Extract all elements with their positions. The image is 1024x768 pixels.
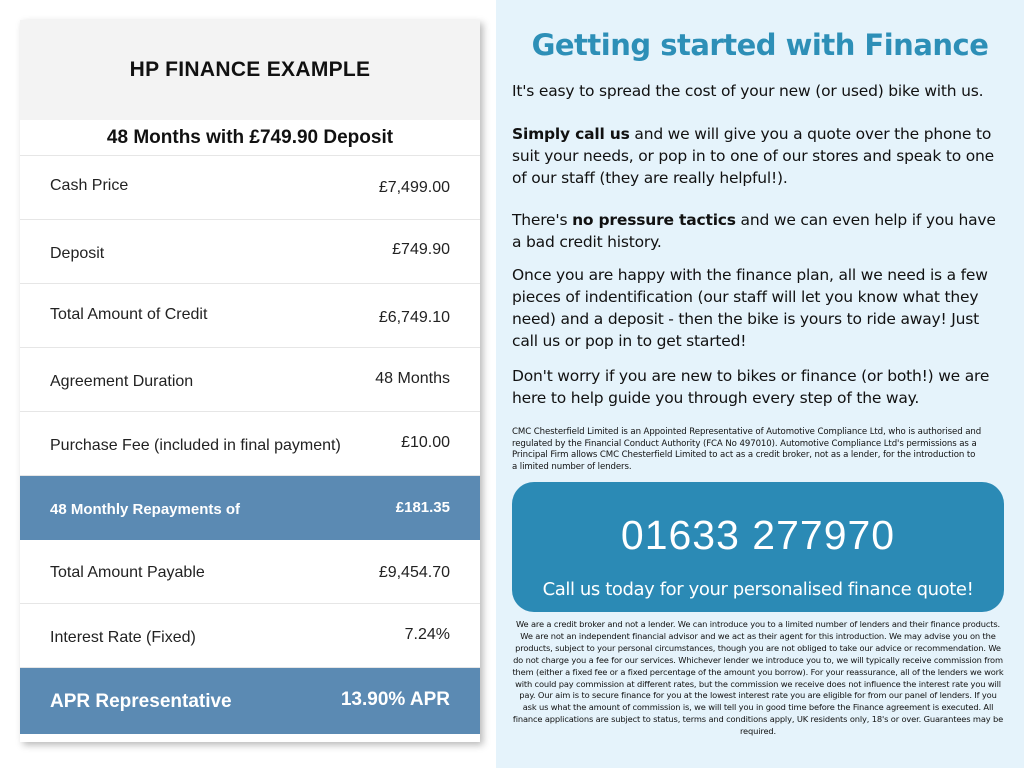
no-pressure-paragraph	[512, 209, 1008, 253]
table-row-interest-rate	[20, 604, 480, 668]
call-us-text: and we will give you a quote over the phone to suit your needs, or pop in to one of our stores and speak to one of our staff (they are really helpful!).	[512, 125, 994, 187]
row-label: Deposit	[50, 244, 105, 262]
broker-disclaimer: We are a credit broker and not a lender. We can introduce you to a limited number of lenders and their finance products. We are not an independent financial advisor and we act as their agent for this introduction. We may advise you on the products, subject to your personal circumstances, though you are not obliged to take our advice or recommendation. We do not charge you a fee for our services. Whichever lender we introduce you to, we will typically receive commission from them (either a fixed fee or a fixed percentage of the amount you borrow). For your reassurance, all of the lenders we work with could pay commission at different rates, but the commission we receive does not influence the interest rate you will pay. Our aim is to secure finance for you at the lowest interest rate you are eligible for from our panel of lenders. If you ask us what the amount of commission is, we will tell you in good time before the Finance agreement is executed. All finance applications are subject to status, terms and conditions apply, UK residents only, 18's or over. Guarantees may be required.	[512, 619, 1004, 737]
table-row-agreement-duration	[20, 348, 480, 412]
call-us-paragraph	[512, 123, 1008, 189]
table-row-purchase-fee	[20, 412, 480, 476]
finance-plan-paragraph: Once you are happy with the finance plan, all we need is a few pieces of indentification (our staff will let you know what they need) and a deposit - then the bike is yours to ride away! Just call us or pop in to get started!	[512, 266, 988, 350]
row-value: £10.00	[401, 433, 450, 451]
regulatory-statement: CMC Chesterfield Limited is an Appointed Representative of Automotive Compliance Ltd, who is authorised and regulated by the Financial Conduct Authority (FCA No 497010). Automotive Compliance Ltd's permissions as a Principal Firm allows CMC Chesterfield Limited to act as a credit broker, not as a lender, for the introduction to a limited number of lenders.	[512, 427, 982, 472]
row-label: Purchase Fee (included in final payment)	[50, 436, 341, 454]
hp-finance-example-table	[20, 20, 480, 742]
row-label: Total Amount of Credit	[50, 305, 208, 323]
phone-number[interactable]: 01633 277970	[620, 512, 896, 558]
row-label: 48 Monthly Repayments of	[50, 500, 241, 518]
table-row-deposit	[20, 220, 480, 284]
no-pressure-lead: There's	[512, 211, 573, 229]
intro-paragraph: It's easy to spread the cost of your new (or used) bike with us.	[512, 82, 984, 100]
row-label: Cash Price	[50, 176, 129, 194]
row-label: APR Representative	[50, 691, 232, 712]
table-row-apr	[20, 668, 480, 734]
call-to-action-box	[512, 482, 1004, 612]
row-value: £749.90	[392, 240, 450, 258]
row-label: Agreement Duration	[50, 372, 194, 390]
row-value: 13.90% APR	[340, 689, 450, 710]
row-value: £7,499.00	[378, 178, 450, 196]
table-row-cash-price	[20, 156, 480, 220]
call-us-bold: Simply call us	[512, 125, 630, 143]
no-pressure-text: and we can even help if you have a bad credit history.	[512, 211, 996, 251]
row-value: £6,749.10	[378, 308, 450, 326]
table-subtitle: 48 Months with £749.90 Deposit	[20, 120, 480, 156]
table-row-total-payable	[20, 540, 480, 604]
row-value: 7.24%	[404, 625, 450, 643]
table-row-monthly-repayments	[20, 476, 480, 540]
finance-title: Getting started with Finance	[531, 28, 989, 62]
row-value: 48 Months	[375, 369, 450, 387]
no-pressure-bold: no pressure tactics	[572, 211, 736, 229]
row-value: £9,454.70	[378, 563, 450, 581]
new-to-finance-paragraph: Don't worry if you are new to bikes or finance (or both!) we are here to help guide you through every step of the way.	[512, 367, 990, 407]
row-label: Interest Rate (Fixed)	[50, 628, 196, 646]
row-value: £181.35	[395, 498, 450, 516]
table-title: HP FINANCE EXAMPLE	[20, 20, 480, 120]
table-row-total-credit	[20, 284, 480, 348]
cta-text: Call us today for your personalised finance quote!	[542, 579, 974, 600]
row-label: Total Amount Payable	[50, 563, 205, 581]
